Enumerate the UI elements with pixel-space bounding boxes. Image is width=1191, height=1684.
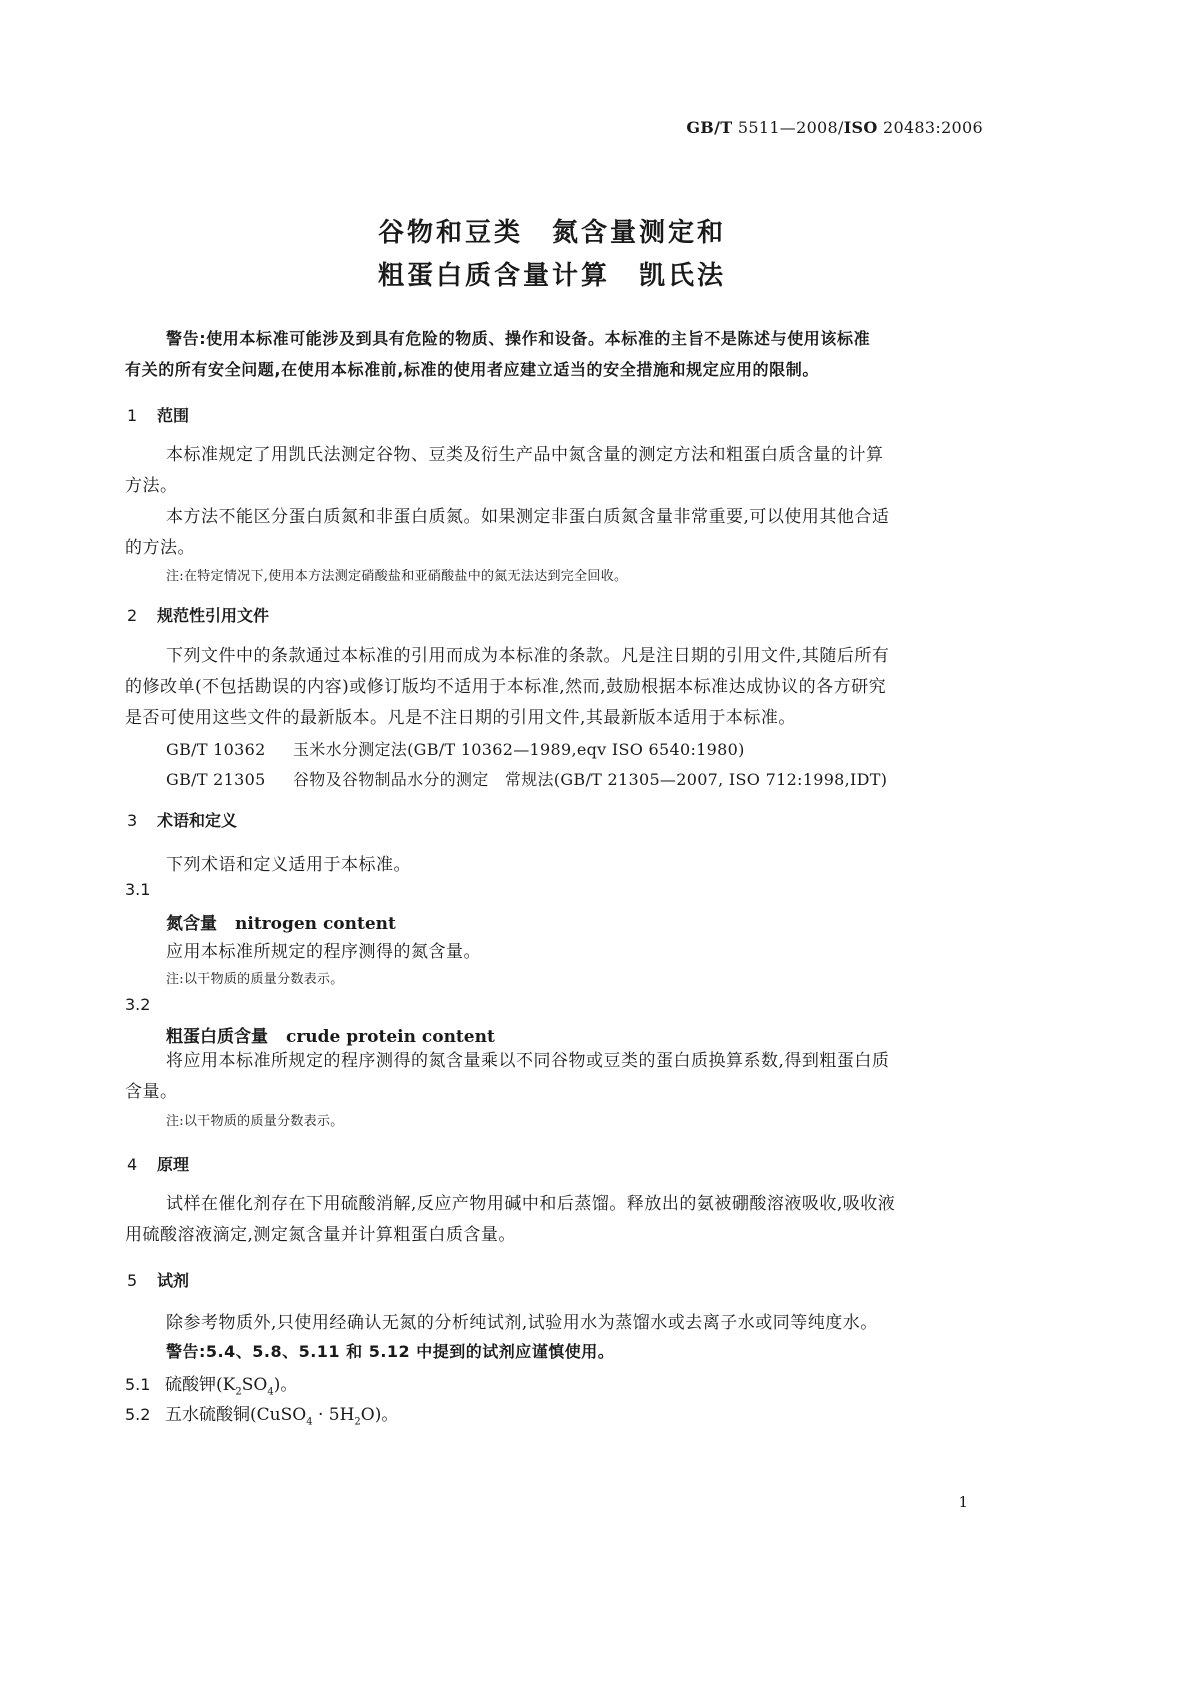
text-line: 是否可使用这些文件的最新版本。凡是不注日期的引用文件,其最新版本适用于本标准。 [125, 708, 796, 728]
text-line: 本方法不能区分蛋白质氮和非蛋白质氮。如果测定非蛋白质氮含量非常重要,可以使用其他合适 [166, 507, 890, 527]
reagent-5-1 [125, 1370, 297, 1397]
page-number: 1 [958, 1493, 968, 1511]
section-5-number: 5 [127, 1271, 138, 1290]
term-en: nitrogen content [235, 914, 396, 934]
section-4-heading [127, 1152, 189, 1175]
reagent-end: )。 [273, 1375, 298, 1395]
term-3-2 [166, 1022, 495, 1047]
section-3-heading [127, 808, 237, 831]
reagent-5-2 [125, 1400, 398, 1427]
section-1-number: 1 [127, 406, 138, 425]
section-1-heading [127, 403, 189, 426]
section-5-heading [127, 1268, 189, 1291]
reagent-end: O)。 [360, 1405, 399, 1425]
text-line: 本标准规定了用凯氏法测定谷物、豆类及衍生产品中氮含量的测定方法和粗蛋白质含量的计算 [166, 445, 884, 465]
term-3-1-number: 3.1 [125, 880, 151, 899]
reagent-name: 五水硫酸铜( [165, 1405, 257, 1425]
formula-part: SO [241, 1375, 268, 1395]
term-3-2-note: 注:以干物质的质量分数表示。 [166, 1114, 344, 1129]
title-line-1: 谷物和豆类 氮含量测定和 [377, 218, 726, 248]
text-line: 下列文件中的条款通过本标准的引用而成为本标准的条款。凡是注日期的引用文件,其随后所有 [166, 646, 890, 666]
reference-code: GB/T 21305 [166, 770, 266, 789]
reference-title: 谷物及谷物制品水分的测定 常规法(GB/T 21305—2007, ISO 712:1998,IDT) [293, 770, 888, 789]
reference-1 [166, 737, 745, 760]
standard-code [686, 118, 983, 137]
section-2-paragraph [125, 641, 985, 734]
reagent-number: 5.1 [125, 1375, 151, 1394]
section-5-title: 试剂 [157, 1271, 190, 1290]
text-line: 含量。 [125, 1082, 178, 1102]
section-4-number: 4 [127, 1155, 138, 1174]
formula-part: CuSO [256, 1405, 307, 1425]
term-3-1-note: 注:以干物质的质量分数表示。 [166, 972, 344, 987]
reference-title: 玉米水分测定法(GB/T 10362—1989,eqv ISO 6540:1980) [293, 740, 745, 759]
code-iso-number: 20483:2006 [882, 118, 983, 137]
title-line-2: 粗蛋白质含量计算 凯氏法 [377, 261, 726, 291]
text-line: 方法。 [125, 476, 178, 496]
reference-2 [166, 767, 887, 790]
text-line: 用硫酸溶液滴定,测定氮含量并计算粗蛋白质含量。 [125, 1225, 516, 1245]
text-line: 的修改单(不包括勘误的内容)或修订版均不适用于本标准,然而,鼓励根据本标准达成协议的各方研究 [125, 677, 887, 697]
section-5-warning: 警告:5.4、5.8、5.11 和 5.12 中提到的试剂应谨慎使用。 [166, 1342, 615, 1361]
term-3-2-definition [125, 1046, 985, 1108]
term-3-1 [166, 909, 396, 934]
formula-subscript: 2 [354, 1416, 361, 1428]
term-3-2-number: 3.2 [125, 995, 151, 1014]
section-3-intro: 下列术语和定义适用于本标准。 [166, 855, 411, 875]
warning-line-1: 警告:使用本标准可能涉及到具有危险的物质、操作和设备。本标准的主旨不是陈述与使用该标准 [166, 329, 871, 348]
reagent-number: 5.2 [125, 1405, 151, 1424]
formula-subscript: 4 [267, 1386, 274, 1398]
term-zh: 氮含量 [166, 914, 217, 934]
section-3-title: 术语和定义 [157, 811, 238, 830]
section-5-paragraph: 除参考物质外,只使用经确认无氮的分析纯试剂,试验用水为蒸馏水或去离子水或同等纯度水。 [166, 1313, 878, 1333]
section-1-paragraph-2 [125, 502, 985, 564]
section-2-number: 2 [127, 606, 138, 625]
formula-part: · 5H [312, 1405, 355, 1425]
formula-subscript: 4 [306, 1416, 313, 1428]
section-1-title: 范围 [157, 406, 190, 425]
section-3-number: 3 [127, 811, 138, 830]
code-prefix: GB/T [686, 118, 733, 137]
reference-code: GB/T 10362 [166, 740, 266, 759]
section-2-heading [127, 603, 269, 626]
text-line: 的方法。 [125, 538, 195, 558]
section-4-title: 原理 [157, 1155, 190, 1174]
code-iso-prefix: ISO [843, 118, 878, 137]
formula-subscript: 2 [235, 1386, 242, 1398]
section-2-title: 规范性引用文件 [157, 606, 270, 625]
term-3-1-definition: 应用本标准所规定的程序测得的氮含量。 [166, 942, 481, 962]
term-zh: 粗蛋白质含量 [166, 1027, 268, 1047]
formula-part: K [222, 1375, 236, 1395]
warning-line-2: 有关的所有安全问题,在使用本标准前,标准的使用者应建立适当的安全措施和规定应用的限制。 [125, 360, 819, 379]
safety-warning [125, 323, 985, 385]
reagent-name: 硫酸钾( [165, 1375, 223, 1395]
term-en: crude protein content [286, 1027, 495, 1047]
section-1-paragraph-1 [125, 440, 985, 502]
code-number: 5511—2008/ [737, 118, 844, 137]
text-line: 将应用本标准所规定的程序测得的氮含量乘以不同谷物或豆类的蛋白质换算系数,得到粗蛋白质 [166, 1051, 890, 1071]
section-1-note: 注:在特定情况下,使用本方法测定硝酸盐和亚硝酸盐中的氮无法达到完全回收。 [166, 569, 628, 584]
text-line: 试样在催化剂存在下用硫酸消解,反应产物用碱中和后蒸馏。释放出的氨被硼酸溶液吸收,吸收液 [166, 1194, 896, 1214]
section-4-paragraph [125, 1189, 985, 1251]
